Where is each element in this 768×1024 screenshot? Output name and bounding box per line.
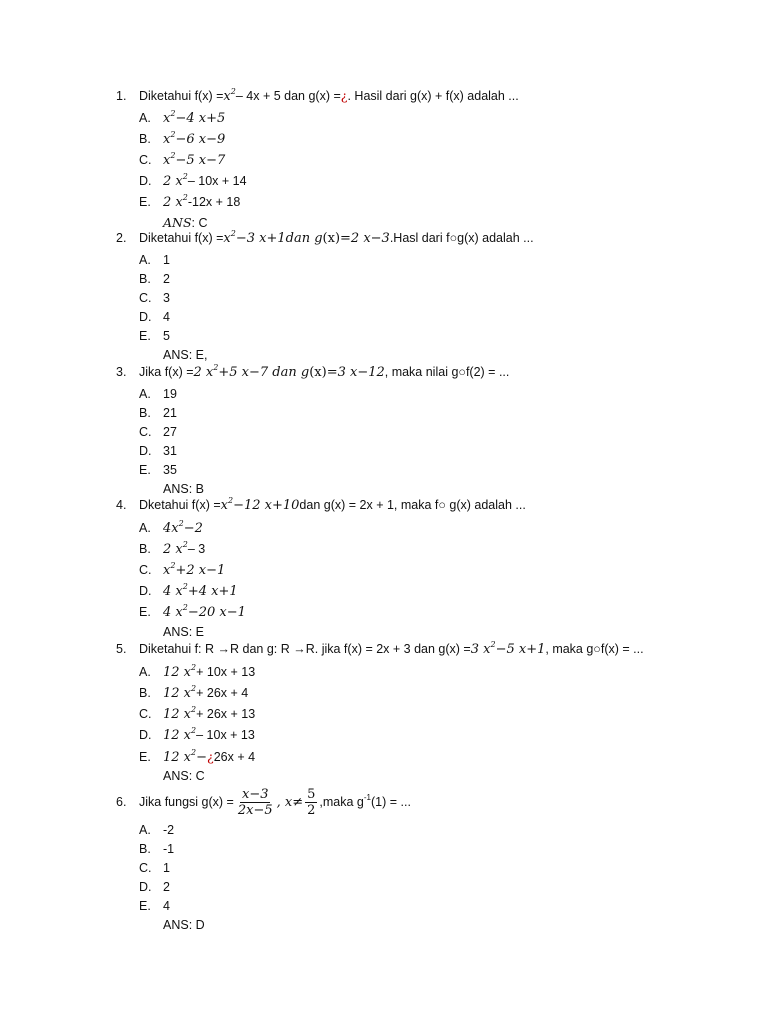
- question-1: [116, 88, 736, 232]
- options-list: [139, 662, 736, 767]
- option-d: D. 2: [139, 880, 170, 894]
- option-c: C. 3: [139, 291, 170, 305]
- option-a: A. -2: [139, 823, 175, 837]
- math-expression: , x≠: [276, 794, 304, 810]
- option-e: E. 2 $x^2$ -12x + 18: [139, 193, 241, 210]
- options-list: [139, 385, 736, 480]
- stem-text: dan g(x) = 2x + 1, maka f○ g(x) adalah ...: [299, 498, 526, 512]
- fraction-expression: $\frac{5}{2}$: [307, 786, 316, 818]
- option-e: E. 12 $x^2-$ ¿ 26x + 4: [139, 748, 256, 765]
- missing-glyph: ¿: [207, 749, 214, 764]
- question-number: 4.: [116, 498, 127, 512]
- stem-text: ,maka $g^{-1}(1)$ = ...: [319, 793, 411, 809]
- option-e: E. 5: [139, 329, 170, 343]
- option-a: A. $4x^2-2$: [139, 519, 203, 536]
- option-e: E. 35: [139, 463, 177, 477]
- option-a: A. 19: [139, 387, 177, 401]
- option-b: B. 21: [139, 406, 177, 420]
- question-number: 6.: [116, 795, 127, 809]
- stem-text: Diketahui f: R →R dan g: R →R. jika f(x) = 2x + 3 dan g(x) =: [139, 642, 471, 656]
- answer-key: ANS: B: [163, 482, 204, 496]
- option-a: A. $x^2-4$ x+5: [139, 109, 226, 126]
- answer-key: ANS: C: [163, 769, 205, 783]
- question-5: [116, 642, 736, 786]
- options-list: [139, 251, 736, 346]
- option-d: D. 4: [139, 310, 170, 324]
- option-c: C. 27: [139, 425, 177, 439]
- options-list: [139, 518, 736, 623]
- missing-glyph: ¿: [340, 88, 348, 103]
- stem-text: – 4x + 5 dan g(x) =: [235, 89, 341, 103]
- answer-key: ANS: C: [163, 215, 208, 230]
- option-b: B. -1: [139, 842, 175, 856]
- question-4: [116, 498, 736, 642]
- question-stem: [116, 642, 736, 662]
- question-stem: [116, 88, 736, 108]
- stem-text: Jika fungsi g(x) =: [139, 795, 234, 809]
- option-c: C. 12 $x^2$ + 26x + 13: [139, 705, 256, 722]
- options-list: [139, 108, 736, 213]
- answer-key: ANS: E,: [163, 348, 208, 362]
- option-d: D. 2 $x^2$ – 10x + 14: [139, 172, 247, 189]
- math-expression: $x^2$: [223, 87, 236, 104]
- option-a: A. 1: [139, 253, 170, 267]
- option-d: D. 31: [139, 444, 177, 458]
- option-a: A. 12 $x^2$ + 10x + 13: [139, 663, 256, 680]
- math-expression: 2 $x^2+5$ x−7 dan g(x)=3 x−12: [193, 363, 385, 380]
- math-expression: 3 $x^2-5$ x+1: [470, 640, 546, 657]
- question-3: [116, 365, 736, 499]
- question-stem: [116, 365, 736, 385]
- question-number: 1.: [116, 89, 127, 103]
- stem-text: Dketahui f(x) =: [139, 498, 221, 512]
- answer-key: ANS: D: [163, 918, 205, 932]
- option-e: E. 4: [139, 899, 170, 913]
- answer-key: ANS: E: [163, 625, 204, 639]
- option-d: D. 12 $x^2$ – 10x + 13: [139, 726, 255, 743]
- stem-text: , maka g○f(x) = ...: [545, 642, 644, 656]
- options-list: [139, 821, 736, 916]
- math-expression: $x^2-12$ x+10: [220, 496, 300, 513]
- fraction-expression: $\frac{x-3}{2x-5}$: [237, 786, 273, 818]
- stem-text: Diketahui f(x) =: [139, 89, 224, 103]
- stem-text: Jika f(x) =: [139, 365, 194, 379]
- option-c: C. 1: [139, 861, 170, 875]
- stem-text: , maka nilai g○f(2) = ...: [384, 365, 510, 379]
- option-e: E. 4 $x^2-20$ x−1: [139, 603, 246, 620]
- option-b: B. $x^2-6$ x−9: [139, 130, 226, 147]
- stem-text: . Hasil dari g(x) + f(x) adalah ...: [347, 89, 519, 103]
- question-6: [116, 783, 736, 935]
- question-number: 3.: [116, 365, 127, 379]
- option-d: D. 4 $x^2+4$ x+1: [139, 582, 238, 599]
- option-c: C. $x^2-5$ x−7: [139, 151, 226, 168]
- question-stem: [116, 783, 736, 821]
- question-number: 2.: [116, 231, 127, 245]
- question-stem: [116, 231, 736, 251]
- question-number: 5.: [116, 642, 127, 656]
- math-expression: $x^2-3$ x+1dan g(x)=2 x−3: [223, 229, 390, 246]
- stem-text: .Hasl dari f○g(x) adalah ...: [389, 231, 534, 245]
- option-b: B. 2: [139, 272, 170, 286]
- option-c: C. $x^2+2$ x−1: [139, 561, 226, 578]
- option-b: B. 12 $x^2$ + 26x + 4: [139, 684, 249, 701]
- question-2: [116, 231, 736, 365]
- question-stem: [116, 498, 736, 518]
- option-b: B. 2 $x^2$ – 3: [139, 540, 206, 557]
- stem-text: Diketahui f(x) =: [139, 231, 224, 245]
